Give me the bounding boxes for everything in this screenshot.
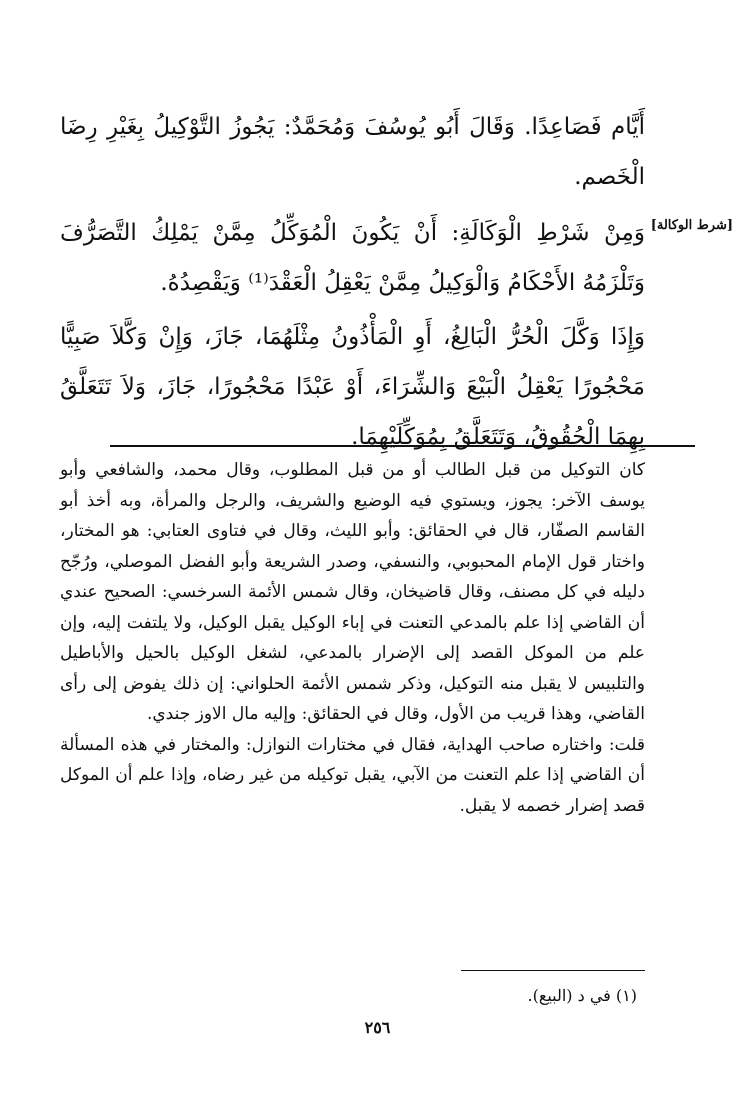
commentary-divider bbox=[110, 445, 695, 447]
main-text-paragraph-1 bbox=[60, 102, 645, 202]
main-text-paragraph-2 bbox=[60, 208, 645, 308]
footnote: (١) في د (البيع). bbox=[527, 986, 637, 1005]
main-text-line: أَيَّام فَصَاعِدًا. وَقَالَ أَبُو يُوسُفَ وَمُحَمَّدٌ: يَجُوزُ التَّوْكِيلُ بِغَيْرِ رِضَا الْخَصم. bbox=[60, 114, 645, 190]
main-text-line: وَإِذَا وَكَّلَ الْحُرُّ الْبَالِغُ، أَوِ الْمَأْذُونُ مِثْلَهُمَا، جَازَ، وَإِنْ وَكَّلاَ صَبِيًّا مَحْجُورًا يَعْقِلُ الْبَيْعَ وَالشِّرَاءَ، أَوْ عَبْدًا مَحْجُورًا، جَازَ، وَلاَ تَتَعَلَّقُ بِهِمَا الْحُقُوقُ، وَتَتَعَلَّقُ بِمُوَكِّلَيْهِمَا. bbox=[60, 324, 645, 450]
margin-section-label: [شرط الوكالة] bbox=[650, 218, 733, 233]
page-number: ٢٥٦ bbox=[364, 1018, 391, 1037]
main-text-line: وَمِنْ شَرْطِ الْوَكَالَةِ: أَنْ يَكُونَ الْمُوَكِّلُ مِمَّنْ يَمْلِكُ التَّصَرُّفَ وَتَلْزَمُهُ الأَحْكَامُ وَالْوَكِيلُ مِمَّنْ يَعْقِلُ الْعَقْدَ⁽¹⁾ وَيَقْصِدُهُ. bbox=[60, 220, 645, 296]
footnote-divider bbox=[461, 970, 645, 971]
commentary-paragraph: كان التوكيل من قبل الطالب أو من قبل المطلوب، وقال محمد، والشافعي وأبو يوسف الآخر: يجوز، ويستوي فيه الوضيع والشريف، والرجل والمرأة، وبه أخذ أبو القاسم الصفّار، قال في الحقائق: وأبو الليث، وقال في فتاوى العتابي: هو المختار، واختار قول الإمام المحبوبي، والنسفي، وصدر الشريعة وأبو الفضل الموصلي، ورُجّح دليله في كل مصنف، وقال قاضيخان، وقال شمس الأئمة السرخسي: الصحيح عندي أن القاضي إذا علم بالمدعي التعنت في إباء الوكيل يقبل الوكيل، ولا يلتفت إليه، وإن علم من الموكل القصد إلى الإضرار بالمدعي، لشغل الوكيل بالحيل والأباطيل والتلبيس لا يقبل منه التوكيل، وذكر شمس الأئمة الحلواني: إن ذلك يفوض إلى رأى القاضي، وهذا قريب من الأول، وقال في الحقائق: وإليه مال الاوز جندي. bbox=[60, 460, 645, 724]
commentary-paragraph: قلت: واختاره صاحب الهداية، فقال في مختارات النوازل: والمختار في هذه المسألة أن القاضي إذا علم التعنت من الآبي، يقبل توكيله من غير رضاه، وإذا علم أن الموكل قصد إضرار خصمه لا يقبل. bbox=[60, 734, 645, 816]
main-text-paragraph-3 bbox=[60, 312, 645, 462]
commentary-block bbox=[60, 455, 645, 821]
